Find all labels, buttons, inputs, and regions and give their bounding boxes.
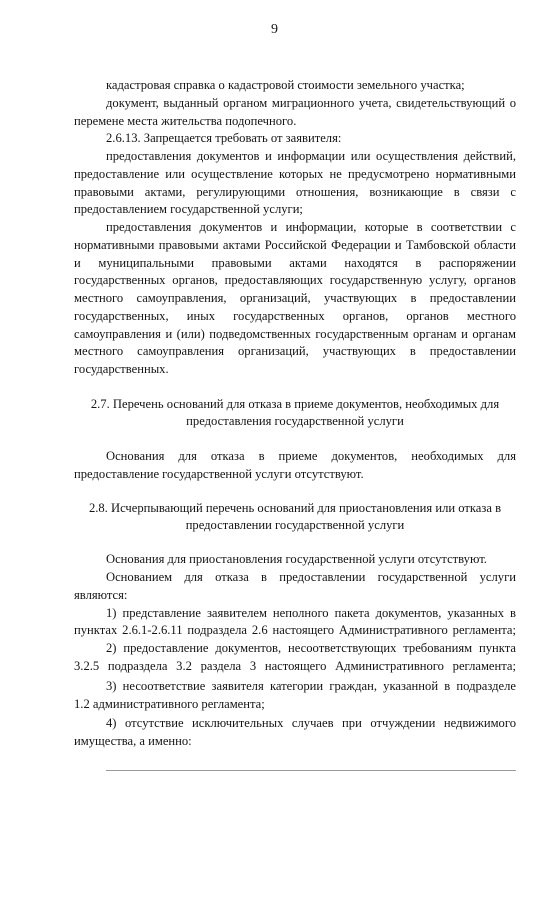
text-line: государственных. bbox=[74, 362, 169, 376]
text-line: 1.2 административного регламента; bbox=[74, 697, 265, 711]
text-line: предоставление государственной услуги отсутствуют. bbox=[74, 467, 364, 481]
section-heading: 2.8. Исчерпывающий перечень оснований для приостановления или отказа в bbox=[88, 501, 502, 515]
text-line: Основанием для отказа в предоставлении государственной услуги bbox=[106, 570, 516, 584]
text-line: самоуправления и (или) подведомственных государственным органам и органам bbox=[74, 327, 516, 341]
text-line: предоставления документов и информации или осуществления действий, bbox=[106, 149, 516, 163]
text-line: государственных органов, предоставляющих государственную услугу, органов bbox=[74, 273, 516, 287]
text-line: местного самоуправления организаций, участвующих в предоставлении bbox=[74, 344, 516, 358]
text-line: 1) представление заявителем неполного пакета документов, указанных в bbox=[106, 606, 516, 620]
text-line: кадастровая справка о кадастровой стоимости земельного участка; bbox=[106, 78, 465, 92]
section-heading: 2.7. Перечень оснований для отказа в приеме документов, необходимых для bbox=[90, 397, 500, 411]
text-line: Основания для отказа в приеме документов, необходимых для bbox=[106, 449, 516, 463]
section-heading: предоставления государственной услуги bbox=[186, 414, 404, 428]
text-line: местного самоуправления, организаций, участвующих в предоставлении bbox=[74, 291, 516, 305]
text-line: 2.6.13. Запрещается требовать от заявителя: bbox=[106, 131, 342, 145]
text-line: пунктах 2.6.1-2.6.11 подраздела 2.6 настоящего Административного регламента; bbox=[74, 623, 516, 637]
scan-artifact-line bbox=[106, 770, 516, 771]
section-heading: предоставлении государственной услуги bbox=[185, 518, 405, 532]
text-line: предоставлением государственной услуги; bbox=[74, 202, 303, 216]
text-line: 4) отсутствие исключительных случаев при отчуждении недвижимого bbox=[106, 716, 516, 730]
text-line: документ, выданный органом миграционного учета, свидетельствующий о bbox=[106, 96, 516, 110]
text-line: 3) несоответствие заявителя категории граждан, указанной в подразделе bbox=[106, 679, 516, 693]
text-line: нормативными правовыми актами Российской Федерации и Тамбовской области bbox=[74, 238, 516, 252]
text-line: и муниципальными правовыми актами находятся в распоряжении bbox=[74, 256, 516, 270]
text-line: перемене места жительства подопечного. bbox=[74, 114, 297, 128]
text-line: государственных, иных государственных органов, органов местного bbox=[74, 309, 516, 323]
text-line: 3.2.5 подраздела 3.2 раздела 3 настоящего Административного регламента; bbox=[74, 659, 516, 673]
text-line: предоставление или осуществление которых не предусмотрено нормативными bbox=[74, 167, 516, 181]
page-number: 9 bbox=[271, 22, 278, 37]
text-line: являются: bbox=[74, 588, 128, 602]
text-line: имущества, а именно: bbox=[74, 734, 192, 748]
text-line: правовыми актами, регулирующими отношения, возникающие в связи с bbox=[74, 185, 516, 199]
text-line: Основания для приостановления государственной услуги отсутствуют. bbox=[106, 552, 487, 566]
text-line: 2) предоставление документов, несоответствующих требованиям пункта bbox=[106, 641, 516, 655]
text-line: предоставления документов и информации, которые в соответствии с bbox=[106, 220, 516, 234]
